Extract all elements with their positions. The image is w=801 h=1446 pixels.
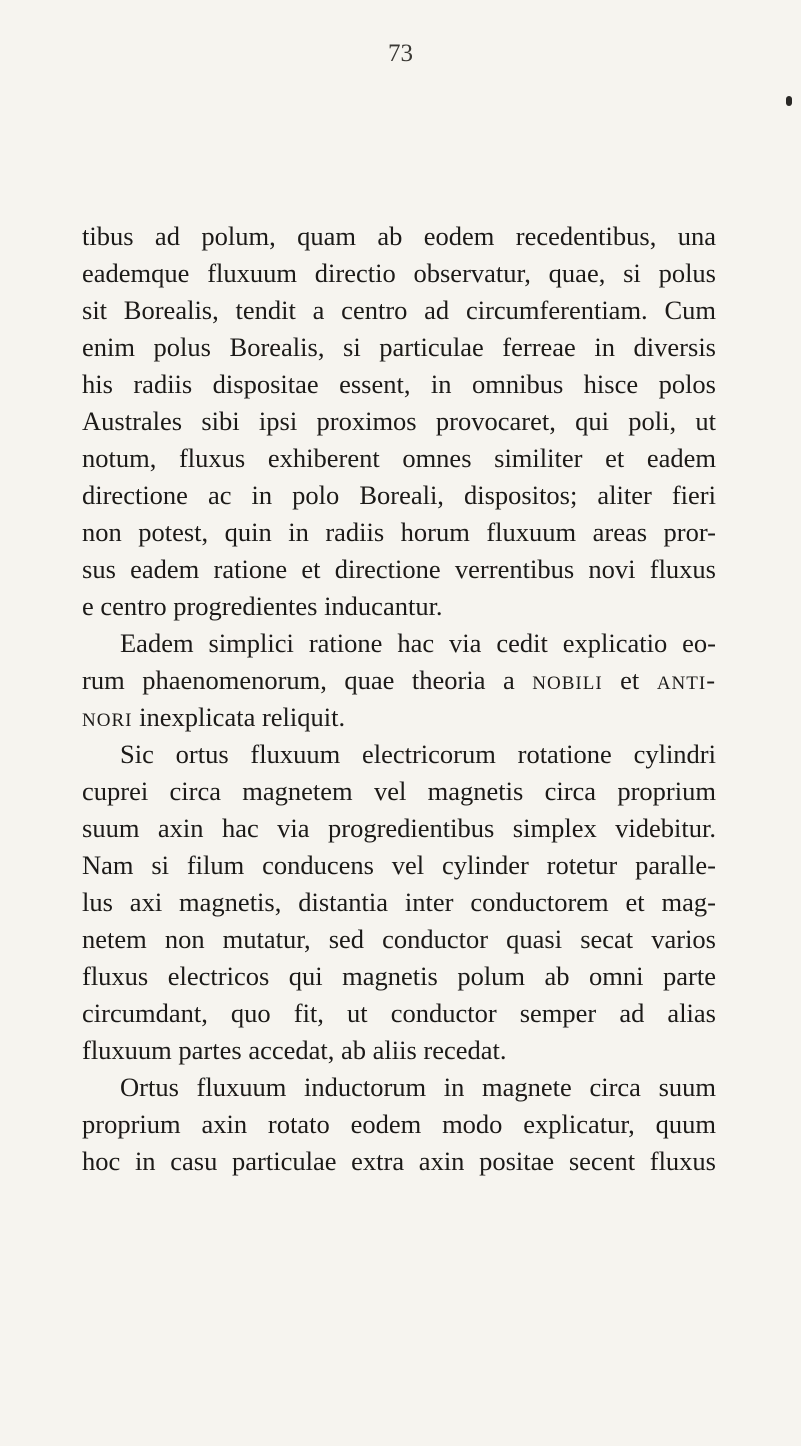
text-segment: rum phaenomenorum, quae theoria a <box>82 665 533 695</box>
text-line: e centro progredientes inducantur. <box>82 591 443 621</box>
text-line: notum, fluxus exhiberent omnes similiter et eadem <box>82 443 716 473</box>
text-line <box>82 660 716 700</box>
text-line: hoc in casu particulae extra axin positae secent fluxus <box>82 1146 716 1176</box>
text-line: sus eadem ratione et directione verrentibus novi fluxus <box>82 554 716 584</box>
text-line: non potest, quin in radiis horum fluxuum areas pror- <box>82 517 716 547</box>
text-line: fluxus electricos qui magnetis polum ab omni parte <box>82 961 716 991</box>
text-line: circumdant, quo fit, ut conductor semper ad alias <box>82 998 716 1028</box>
text-line: cuprei circa magnetem vel magnetis circa proprium <box>82 776 716 806</box>
text-line: Eadem simplici ratione hac via cedit explicatio eo- <box>120 628 716 658</box>
text-line: eademque fluxuum directio observatur, quae, si polus <box>82 258 716 288</box>
text-line: netem non mutatur, sed conductor quasi secat varios <box>82 924 716 954</box>
text-line: Sic ortus fluxuum electricorum rotatione cylindri <box>120 739 716 769</box>
text-line: proprium axin rotato eodem modo explicatur, quum <box>82 1109 716 1139</box>
small-caps-name: nori <box>82 702 133 732</box>
text-line: fluxuum partes accedat, ab aliis recedat. <box>82 1035 507 1065</box>
text-line: lus axi magnetis, distantia inter conductorem et mag- <box>82 887 716 917</box>
text-line: Australes sibi ipsi proximos provocaret, qui poli, ut <box>82 406 716 436</box>
text-line: his radiis dispositae essent, in omnibus hisce polos <box>82 369 716 399</box>
text-line: enim polus Borealis, si particulae ferreae in diversis <box>82 332 716 362</box>
small-caps-name: anti- <box>656 665 717 695</box>
text-segment: inexplicata reliquit. <box>132 702 346 732</box>
text-line: Nam si filum conducens vel cylinder rotetur paralle- <box>82 850 716 880</box>
text-line: directione ac in polo Boreali, dispositos; aliter fieri <box>82 480 716 510</box>
margin-mark <box>786 96 792 106</box>
text-line: tibus ad polum, quam ab eodem recedentibus, una <box>82 221 716 251</box>
text-line: suum axin hac via progredientibus simplex videbitur. <box>82 813 716 843</box>
small-caps-name: nobili <box>532 665 603 695</box>
page-number: 73 <box>388 40 413 67</box>
text-line: Ortus fluxuum inductorum in magnete circa suum <box>120 1072 716 1102</box>
text-segment: et <box>602 665 657 695</box>
text-line: sit Borealis, tendit a centro ad circumferentiam. Cum <box>82 295 716 325</box>
text-line <box>82 697 716 737</box>
